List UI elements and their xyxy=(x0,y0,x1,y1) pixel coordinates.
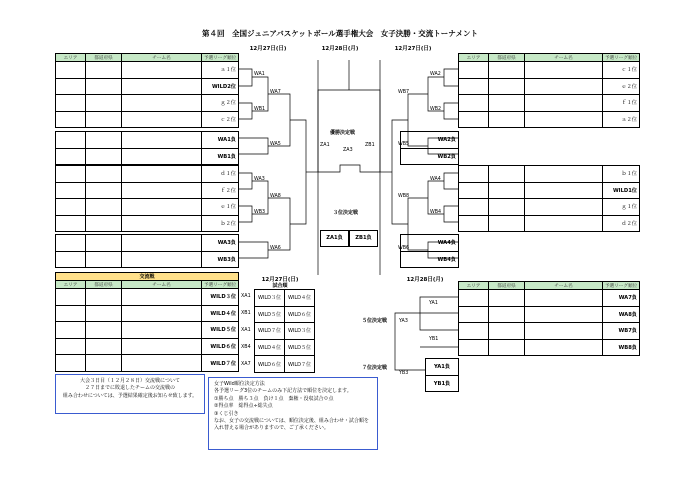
seed-cell: WILD2位 xyxy=(202,78,239,95)
team-slot: WILD７位 xyxy=(255,323,285,340)
seed-cell: WB1負 xyxy=(202,148,239,165)
match-label: WA3 xyxy=(254,177,265,182)
page-title: 第４回 全国ジュニアバスケットボール選手権大会 女子決勝・交流トーナメント xyxy=(202,29,478,38)
seed-cell: YA1負 xyxy=(426,359,459,376)
seed-cell: ｆ１位 xyxy=(603,95,640,112)
seed-cell: ａ１位 xyxy=(202,62,239,79)
match-code: XA1 xyxy=(241,294,251,299)
final-title: 優勝決定戦 xyxy=(330,130,356,136)
note-line: 大会３日目（１２月２８日）交流戦について xyxy=(80,378,180,384)
header-area: エリア xyxy=(459,54,489,62)
header-pref: 都道府県 xyxy=(86,54,122,62)
header-rank: 予選リーグ順位 xyxy=(603,54,640,62)
seed-cell: ｄ２位 xyxy=(603,215,640,232)
header-pref: 都道府県 xyxy=(86,281,122,289)
header-area: エリア xyxy=(56,54,86,62)
match-label: WA1 xyxy=(254,72,265,77)
seed-cell: WB4負 xyxy=(401,251,459,268)
team-slot: WILD４位 xyxy=(285,290,315,307)
header-team: チーム名 xyxy=(122,54,202,62)
team-slot: WILD７位 xyxy=(285,356,315,373)
team-slot: WILD３位 xyxy=(255,290,285,307)
fifth-ya3-label: YA3 xyxy=(399,319,408,324)
match-label: WA8 xyxy=(270,194,281,199)
match-code: XB4 xyxy=(241,345,251,350)
seventh-place-title: ７位決定戦 xyxy=(362,365,388,371)
seed-cell: WB7負 xyxy=(603,323,640,340)
seed-cell: ｅ１位 xyxy=(202,199,239,216)
exchange-caption: 交流戦 xyxy=(56,273,239,281)
match-label: WB1 xyxy=(254,107,266,112)
header-rank: 予選リーグ順位 xyxy=(603,282,640,290)
wild-rule-note xyxy=(208,377,378,450)
third-place-slot-b: ZB1負 xyxy=(349,230,378,247)
date-label-day2: 12月28日(月) xyxy=(321,46,359,52)
note-line: 女子Wild順位決定方法 xyxy=(214,381,265,387)
header-team: チーム名 xyxy=(525,54,603,62)
seed-cell: WA4負 xyxy=(401,235,459,252)
header-rank: 予選リーグ順位 xyxy=(202,281,239,289)
seed-cell: ｅ２位 xyxy=(603,78,640,95)
seed-cell: WILD６位 xyxy=(202,338,239,355)
note-line: なお、女子の交流戦については、順位決定後、組み合わせ・試合順を xyxy=(214,418,369,425)
match-label: WA6 xyxy=(270,246,281,251)
seventh-yb3-label: YB3 xyxy=(399,371,409,376)
seed-cell: WA1負 xyxy=(202,132,239,149)
match-label: WB7 xyxy=(398,90,410,95)
note-line: ③くじ引き xyxy=(214,410,239,417)
header-pref: 都道府県 xyxy=(489,54,525,62)
match-label: WA2 xyxy=(430,72,441,77)
final-za3-label: ZA3 xyxy=(343,148,353,153)
seed-cell: ｄ１位 xyxy=(202,166,239,183)
match-label: WA4 xyxy=(430,177,441,182)
team-slot: WILD３位 xyxy=(285,323,315,340)
seed-cell: WA2負 xyxy=(401,132,459,149)
match-label: WB3 xyxy=(254,210,266,215)
exchange-note xyxy=(55,374,205,414)
match-label: WB4 xyxy=(430,210,442,215)
seed-cell: WB3負 xyxy=(202,251,239,268)
match-label: WB5 xyxy=(398,142,410,147)
team-slot: WILD６位 xyxy=(285,306,315,323)
match-code: XA7 xyxy=(241,362,251,367)
seed-cell: WILD４位 xyxy=(202,305,239,322)
note-line: ②得点率 総得点÷総失点 xyxy=(214,403,273,410)
fifth-place-title: ５位決定戦 xyxy=(362,318,388,324)
match-code: XA1 xyxy=(241,328,251,333)
third-place-title: ３位決定戦 xyxy=(333,210,359,216)
header-area: エリア xyxy=(459,282,489,290)
team-slot: WILD５位 xyxy=(255,306,285,323)
seed-cell: ｆ２位 xyxy=(202,182,239,199)
team-slot: WILD５位 xyxy=(285,339,315,356)
header-team: チーム名 xyxy=(122,281,202,289)
team-slot: WILD６位 xyxy=(255,356,285,373)
match-label: WA5 xyxy=(270,142,281,147)
date-label-day2-bottom: 12月28日(月) xyxy=(406,277,444,283)
seed-cell: WILD３位 xyxy=(202,289,239,306)
team-slot: WILD４位 xyxy=(255,339,285,356)
header-pref: 都道府県 xyxy=(489,282,525,290)
match-label: WB8 xyxy=(398,194,410,199)
header-rank: 予選リーグ順位 xyxy=(202,54,239,62)
match-label: WA7 xyxy=(270,90,281,95)
fifth-yb1-label: YB1 xyxy=(429,337,439,342)
date-label-day1-left: 12月27日(日) xyxy=(249,46,287,52)
match-label: WB6 xyxy=(398,246,410,251)
header-team: チーム名 xyxy=(525,282,603,290)
seed-cell: ｇ２位 xyxy=(202,95,239,112)
seed-cell: ａ２位 xyxy=(603,111,640,128)
seed-cell: YB1負 xyxy=(426,375,459,392)
seed-cell: ｇ１位 xyxy=(603,199,640,216)
final-za1-label: ZA1 xyxy=(320,143,330,148)
seed-cell: WA7負 xyxy=(603,290,640,307)
seed-cell: ｃ２位 xyxy=(202,111,239,128)
match-code: XB1 xyxy=(241,311,251,316)
seed-cell: WILD５位 xyxy=(202,322,239,339)
seed-cell: ｃ１位 xyxy=(603,62,640,79)
final-zb1-label: ZB1 xyxy=(365,143,375,148)
match-label: WB2 xyxy=(430,107,442,112)
fifth-ya1-label: YA1 xyxy=(429,301,438,306)
seed-cell: WILD1位 xyxy=(603,182,640,199)
seed-cell: WA8負 xyxy=(603,306,640,323)
seed-cell: WA3負 xyxy=(202,235,239,252)
note-line: 組み合わせについては、予選結果確定後お知らせ致します。 xyxy=(62,392,198,399)
note-line: ２７日までに敗退したチームの交流戦の xyxy=(84,385,175,392)
date-label-day1-right: 12月27日(日) xyxy=(394,46,432,52)
note-line: ①勝ち点 勝ち３点 負け１点 棄権・没収試合０点 xyxy=(214,395,334,402)
seed-cell: WB8負 xyxy=(603,339,640,356)
match-order-label: 試合順 xyxy=(272,283,288,289)
note-line: 各予選リーグ3位のチームのみ下記方法で順位を決定します。 xyxy=(214,388,352,395)
seed-cell: ｂ１位 xyxy=(603,166,640,183)
header-area: エリア xyxy=(56,281,86,289)
third-place-slot-a: ZA1負 xyxy=(320,230,349,247)
seed-cell: ｂ２位 xyxy=(202,215,239,232)
seed-cell: WB2負 xyxy=(401,148,459,165)
note-line: 入れ替える場合がありますので、ご了承ください。 xyxy=(214,425,329,432)
date-label-exchange: 12月27日(日) xyxy=(261,277,299,283)
seed-cell: WILD７位 xyxy=(202,355,239,372)
